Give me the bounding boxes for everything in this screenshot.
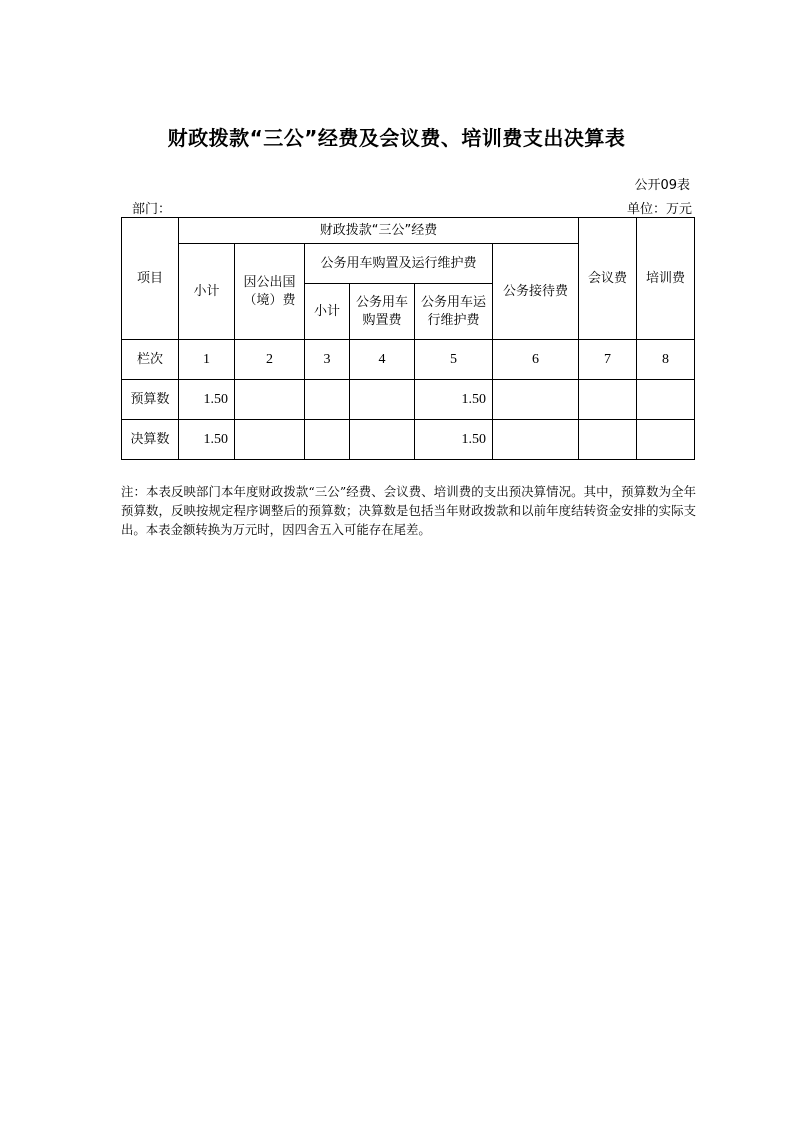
table-cell [493, 420, 579, 460]
table-cell [579, 380, 637, 420]
page-title: 财政拨款“三公”经费及会议费、培训费支出决算表 [167, 126, 626, 150]
table-cell: 1.50 [179, 380, 235, 420]
header-meeting: 会议费 [579, 218, 637, 340]
unit-label: 单位：万元 [626, 202, 692, 217]
header-abroad: 因公出国（境）费 [235, 244, 305, 340]
table-cell [235, 420, 305, 460]
table-cell: 1.50 [415, 380, 493, 420]
column-number: 5 [415, 340, 493, 380]
table-cell: 1.50 [179, 420, 235, 460]
column-number-label: 栏次 [122, 340, 179, 380]
table-cell [235, 380, 305, 420]
header-vehicle-group: 公务用车购置及运行维护费 [305, 244, 493, 284]
column-number: 7 [579, 340, 637, 380]
column-number: 4 [350, 340, 415, 380]
footnote: 注：本表反映部门本年度财政拨款“三公”经费、会议费、培训费的支出预决算情况。其中，预算数为全年预算数，反映按规定程序调整后的预算数；决算数是包括当年财政拨款和以前年度结转资金安排的实际支出。本表金额转换为万元时，因四舍五入可能存在尾差。 [121, 484, 696, 537]
form-code: 公开09表 [634, 178, 690, 193]
header-reception: 公务接待费 [493, 244, 579, 340]
row-label: 决算数 [122, 420, 179, 460]
header-item: 项目 [122, 218, 179, 340]
header-vehicle-operation: 公务用车运行维护费 [415, 284, 493, 340]
table-cell: 1.50 [415, 420, 493, 460]
header-vehicle-subtotal: 小计 [305, 284, 350, 340]
table-cell [350, 420, 415, 460]
header-sangong-group: 财政拨款“三公”经费 [179, 218, 579, 244]
header-subtotal: 小计 [179, 244, 235, 340]
table-cell [637, 380, 695, 420]
column-number: 1 [179, 340, 235, 380]
table-cell [637, 420, 695, 460]
expenditure-table [121, 217, 695, 460]
table-cell [305, 420, 350, 460]
column-number: 3 [305, 340, 350, 380]
header-training: 培训费 [637, 218, 695, 340]
table-cell [579, 420, 637, 460]
table-cell [350, 380, 415, 420]
column-number: 6 [493, 340, 579, 380]
table-cell [305, 380, 350, 420]
header-vehicle-purchase: 公务用车购置费 [350, 284, 415, 340]
department-label: 部门： [132, 202, 172, 217]
row-label: 预算数 [122, 380, 179, 420]
column-number: 8 [637, 340, 695, 380]
table-row-budget [122, 380, 695, 420]
table-row-final [122, 420, 695, 460]
column-number: 2 [235, 340, 305, 380]
table-cell [493, 380, 579, 420]
